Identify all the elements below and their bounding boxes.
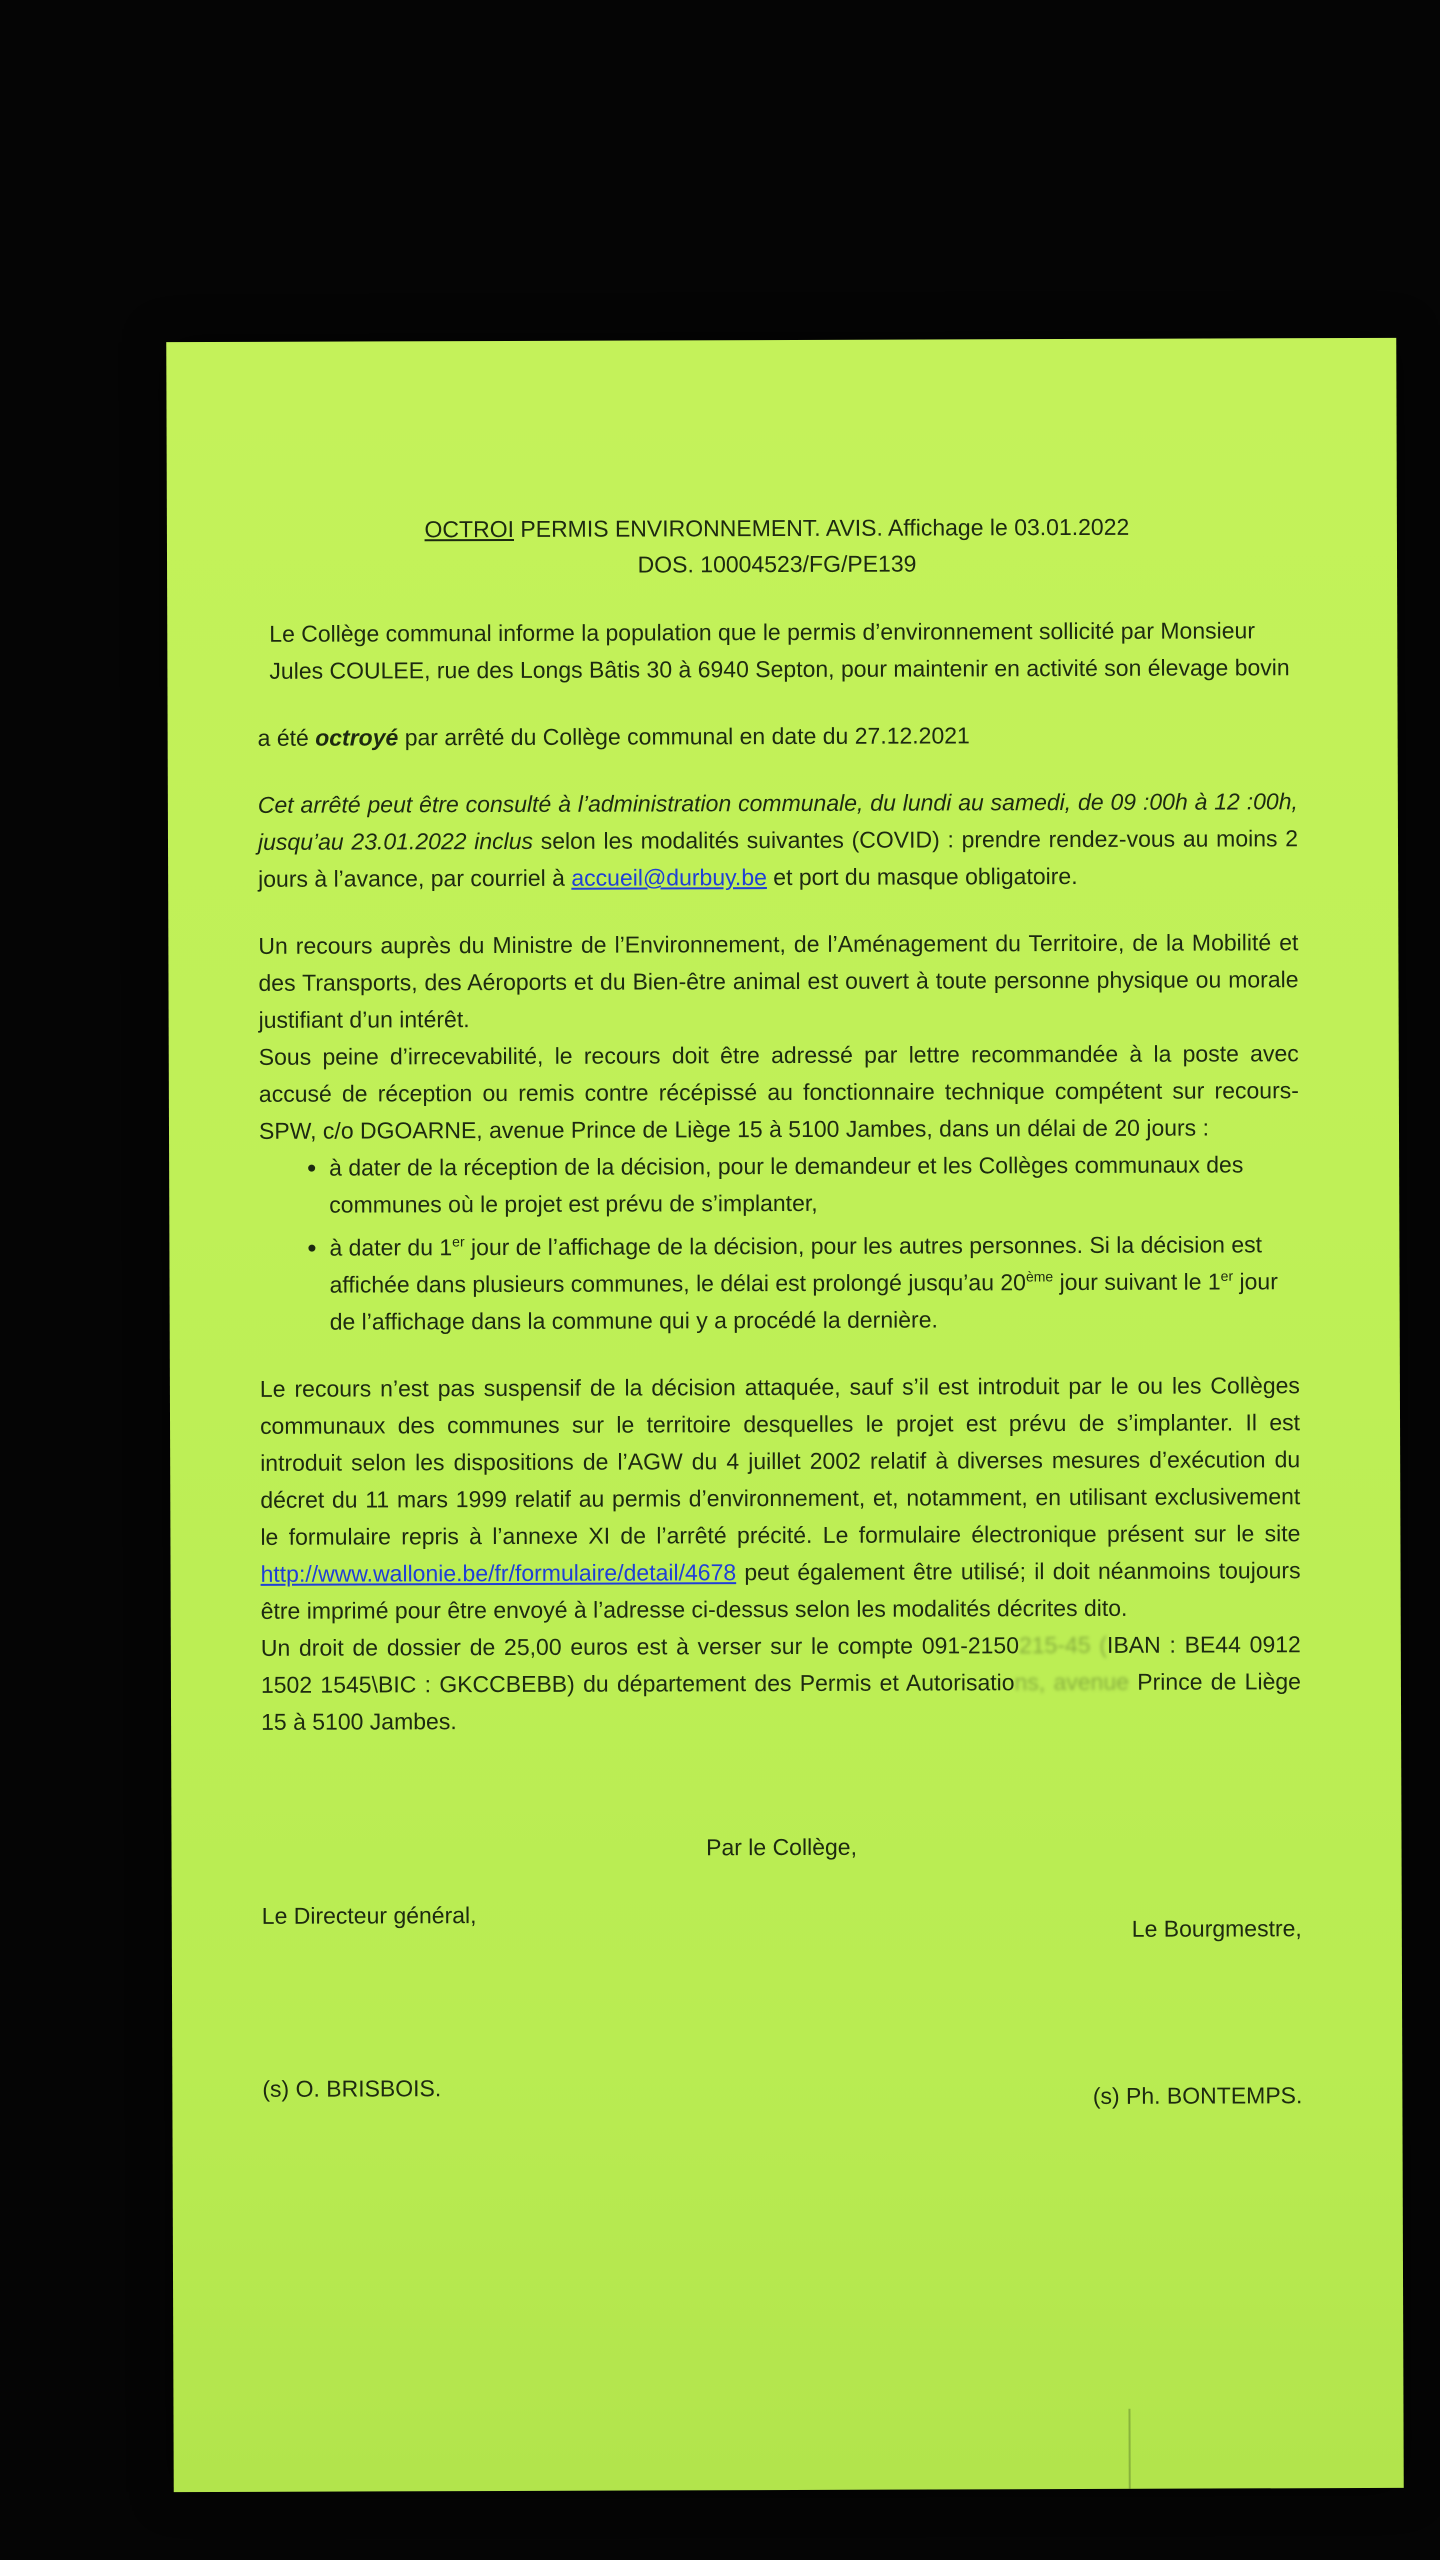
blurred-text: ns, avenue (1014, 1668, 1130, 1696)
paragraph-applicant: Le Collège communal informe la population que le permis d’environnement sollicité par Monsieur Jules COULEE, rue des Longs Bâtis 30 à 6940 Septon, pour maintenir en activité son élevage bovin (269, 617, 1290, 684)
paragraph-suspensif: Le recours n’est pas suspensif de la décision attaquée, sauf s’il est introduit par le ou les Collèges communaux des communes sur le territoire desquelles le projet est prévu de s’implanter. Il est introduit selon les dispositions de l’AGW du 4 juillet 2002 relatif à diverses mesures d’exécution du décret du 11 mars 1999 relatif au permis d’environnement, et, notamment, en utilisant exclusivement le formulaire repris à l’annexe XI de l’arrêté précité. Le formulaire électronique présent sur le site http://www.wallonie.be/fr/formulaire/detail/4678 peut également être utilisé; il doit néanmoins toujours être imprimé pour être envoyé à l’adresse ci-dessus selon les modalités décrites dito. (259, 1372, 1301, 1624)
title-rest: PERMIS ENVIRONNEMENT. AVIS. Affichage le 03.01.2022 (513, 513, 1130, 542)
notice-title (257, 508, 1297, 584)
consultation-italic: Cet arrêté peut être consulté à l’administration communale, du lundi au samedi, de 09 :00h à 12 :00h, jusqu’au 23.01.2022 inclus (257, 788, 1298, 855)
list-item: • à dater du 1er jour de l’affichage de la décision, pour les autres personnes. Si la décision est affichée dans plusieurs communes, le délai est prolongé jusqu’au 20ème jour suivant le 1er jour de l’affichage dans la commune qui y a procédé la dernière. (329, 1226, 1299, 1340)
delai-list (259, 1146, 1300, 1341)
notice-paper (166, 338, 1403, 2492)
consultation-post: et port du masque obligatoire. (766, 862, 1078, 891)
decision-post: par arrêté du Collège communal en date du 27.12.2021 (398, 722, 970, 751)
decision-pre: a été (257, 724, 316, 751)
form-link[interactable]: http://www.wallonie.be/fr/formulaire/detail/4678 (260, 1559, 737, 1587)
bourgmestre-label: Le Bourgmestre, (1131, 1915, 1302, 1942)
paper-fold-mark (1128, 2409, 1130, 2489)
paragraph-decision (258, 716, 1298, 757)
list-item: • à dater de la réception de la décision, pour le demandeur et les Collèges communaux des communes où le projet est prévu de s’implanter, (329, 1146, 1299, 1223)
title-dossier: DOS. 10004523/FG/PE139 (637, 550, 917, 578)
consultation-mid: selon les modalités suivantes (COVID) : prendre rendez-vous au moins 2 jours à l’avance, par courriel à (258, 825, 1299, 892)
directeur-label: Le Directeur général, (261, 1902, 477, 1929)
notice-content (257, 508, 1303, 2118)
par-le-college: Par le Collège, (706, 1833, 857, 1861)
decision-octroye: octroyé (315, 724, 399, 751)
directeur-signature: (s) O. BRISBOIS. (262, 2075, 442, 2102)
paragraph-droit-dossier: Un droit de dossier de 25,00 euros est à verser sur le compte 091-2150215-45 (IBAN : BE44 0912 1502 1545\BIC : GKCCBEBB) du département des Permis et Autorisations, avenue Prince de Liège 15 à 5100 Jambes. (260, 1631, 1301, 1735)
paragraph-recours: Un recours auprès du Ministre de l’Environnement, de l’Aménagement du Territoire, de la Mobilité et des Transports, des Aéroports et du Bien-être animal est ouvert à toute personne physique ou morale justifiant d’un intérêt. (258, 929, 1299, 1033)
signature-names (262, 2067, 1302, 2118)
paragraph-consultation (258, 783, 1298, 898)
paragraph-irrecevabilite: Sous peine d’irrecevabilité, le recours doit être adressé par lettre recommandée à la poste avec accusé de réception ou remis contre récépissé au fonctionnaire technique compétent sur recours-SPW, c/o DGOARNE, avenue Prince de Liège 15 à 5100 Jambes, dans un délai de 20 jours : (258, 1040, 1299, 1144)
title-octroi: OCTROI (424, 515, 515, 543)
blurred-text: 215-45 ( (1018, 1631, 1108, 1659)
signature-labels (262, 1894, 1302, 1951)
email-link[interactable]: accueil@durbuy.be (571, 864, 767, 891)
bourgmestre-signature: (s) Ph. BONTEMPS. (1092, 2082, 1303, 2109)
